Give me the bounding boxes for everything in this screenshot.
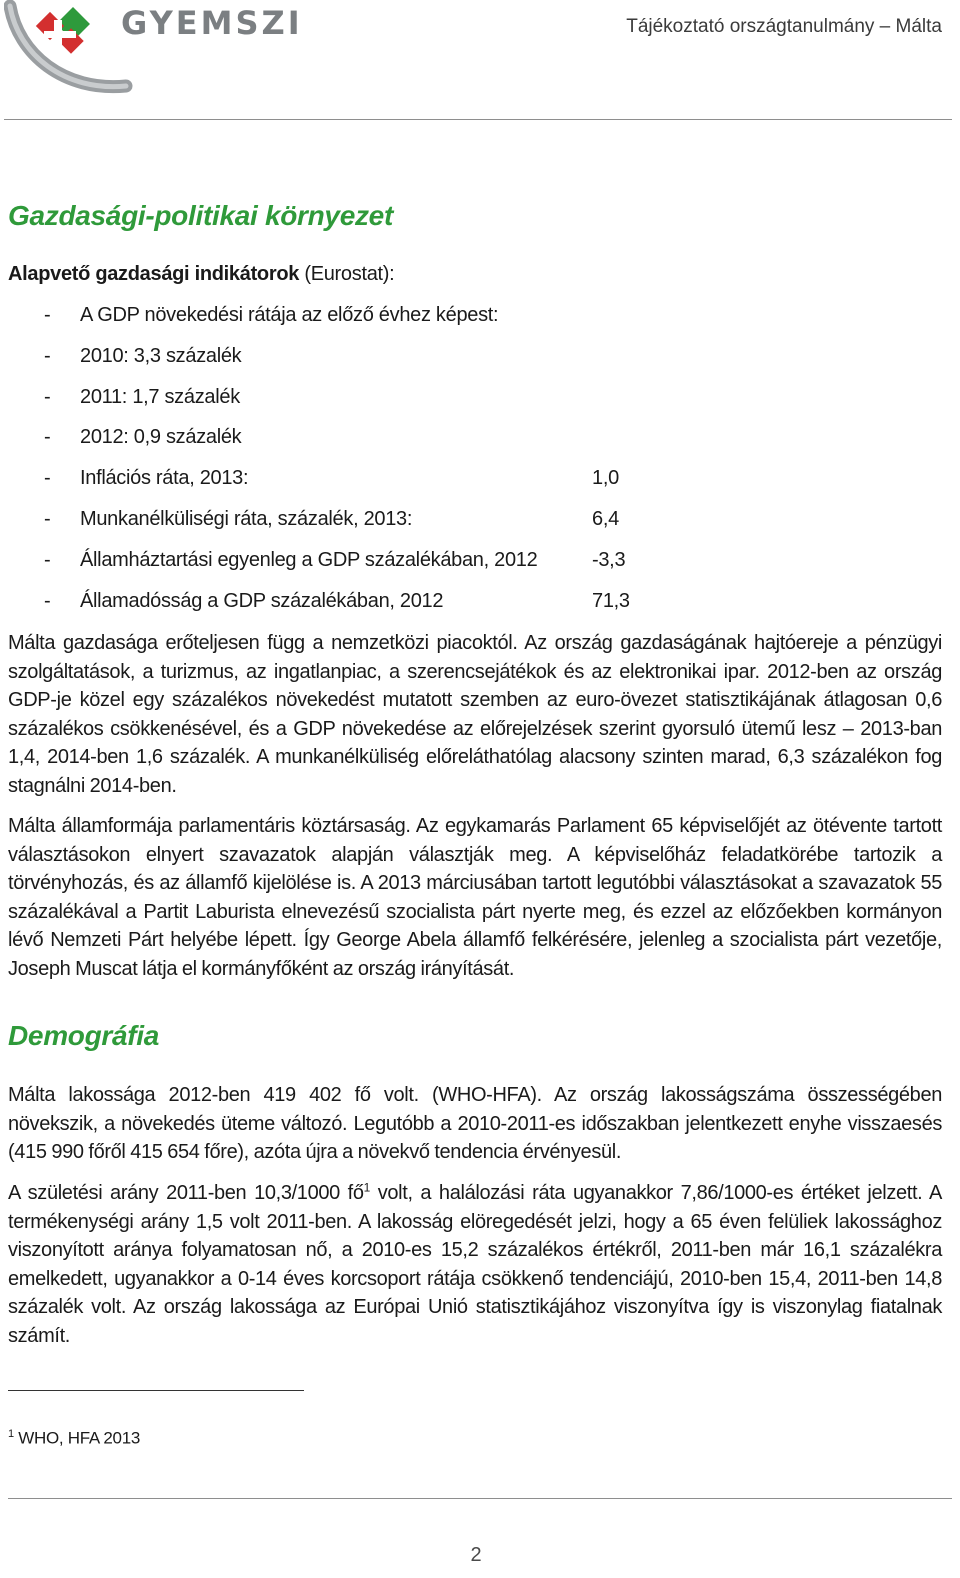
header-divider (4, 119, 952, 120)
list-item (8, 384, 708, 425)
indicator-label: Inflációs ráta, 2013: (80, 467, 249, 490)
indicator-value: 6,4 (592, 507, 619, 530)
indicator-label: 2010: 3,3 százalék (80, 344, 242, 367)
population-paragraph: Málta lakossága 2012-ben 419 402 fő volt. (WHO-HFA). Az ország lakosságszáma összességében növekszik, a növekedés üteme változó. Legutóbb a 2010-2011-es időszakban jelentkezett enyhe visszaesés (415 990 főről 415 654 főre), azóta újra a növekvő tendencia érvényesül. (8, 1084, 942, 1164)
list-item (8, 424, 708, 465)
logo-wordmark: GYEMSZI (121, 4, 303, 42)
running-header-title: Tájékoztató országtanulmány – Málta (626, 16, 942, 37)
indicator-label: Államadósság a GDP százalékában, 2012 (80, 589, 444, 612)
footnote-text: WHO, HFA 2013 (13, 1428, 141, 1448)
indicator-label: A GDP növekedési rátája az előző évhez képest: (80, 304, 499, 326)
indicator-label: Munkanélküliségi ráta, százalék, 2013: (80, 507, 413, 530)
list-item (8, 465, 708, 506)
list-item (8, 547, 708, 588)
list-dash: - (44, 304, 51, 326)
indicator-value: 1,0 (592, 467, 619, 490)
footer-divider (8, 1498, 952, 1499)
indicator-label: 2012: 0,9 százalék (80, 426, 242, 449)
footnote-marker: 1 (8, 1428, 14, 1440)
footnote-reference[interactable]: 1 (363, 1180, 370, 1195)
list-item (8, 343, 708, 384)
birth-rate-paragraph (8, 1179, 942, 1351)
indicators-lead-bold: Alapvető gazdasági indikátorok (8, 263, 300, 285)
footnote-divider (8, 1390, 304, 1391)
section-title-demography: Demográfia (8, 1020, 160, 1051)
list-dash: - (44, 426, 51, 449)
birth-rate-text-start: A születési arány 2011-ben 10,3/1000 fő (8, 1182, 364, 1204)
section-title-economy: Gazdasági-politikai környezet (8, 200, 393, 231)
list-item (8, 506, 708, 547)
list-dash: - (44, 589, 51, 612)
logo-mark-icon (4, 0, 134, 100)
indicator-label: Államháztartási egyenleg a GDP százalékában, 2012 (80, 548, 538, 571)
footnote (8, 1428, 140, 1449)
page-number: 2 (470, 1544, 482, 1566)
birth-rate-text-rest: volt, a halálozási ráta ugyanakkor 7,86/1000-es értéket jelzett. A termékenységi arány 1,5 volt 2011-ben. A lakosság elöregedését jelzi, hogy a 65 éven felüliek lakossághoz viszonyított aránya folyamatosan nő, a 2010-es 15,2 százalékos értékről, 2011-ben már 16,1 százalékra emelkedett, ugyanakkor a 0-14 éves korcsoport rátája csökkenő tendenciájú, 2010-ben 15,4, 2011-ben 14,8 százalék volt. Az ország lakossága az Európai Unió statisztikájához viszonyítva így is viszonylag fiatalnak számít. (8, 1182, 942, 1347)
indicators-lead (8, 263, 394, 286)
economy-paragraph: Málta gazdasága erőteljesen függ a nemzetközi piacoktól. Az ország gazdaságának hajtóereje a pénzügyi szolgáltatások, a turizmus, az ingatlanpiac, a szerencsejátékok és az elektronikai ipar. 2012-ben az ország GDP-je közel egy százalékos növekedést mutatott szemben az euro-övezet statisztikájának átlagosan 0,6 százalékos csökkenésével, és a GDP növekedése az előrejelzések szerint gyorsuló ütemű lesz – 2013-ban 1,4, 2014-ben 1,6 százalék. A munkanélküliség előreláthatólag alacsony szinten marad, 6,3 százalékon fog stagnálni 2014-ben. (8, 632, 942, 797)
indicator-list (8, 302, 708, 628)
gyemszi-logo (4, 0, 304, 100)
indicators-lead-source: (Eurostat): (299, 263, 395, 285)
government-paragraph: Málta államformája parlamentáris köztársaság. Az egykamarás Parlament 65 képviselőjét az ötévente tartott választásokon elnyert szavazatok alapján választják meg. A képviselőház feladatkörébe tartozik a törvényhozás, és az államfő kijelölése is. A 2013 márciusában tartott legutóbbi választásokat a szavazatok 55 százalékával a Partit Laburista elnevezésű szocialista párt nyerte meg, és ezzel az előzőekben kormányon lévő Nemzeti Párt helyébe lépett. Így George Abela államfő felkérésére, jelenleg a szocialista párt vezetője, Joseph Muscat látja el kormányfőként az ország irányítását. (8, 815, 942, 980)
list-dash: - (44, 548, 51, 571)
indicator-value: -3,3 (592, 548, 626, 571)
indicator-label: 2011: 1,7 százalék (80, 385, 240, 408)
list-dash: - (44, 385, 51, 408)
indicator-value: 71,3 (592, 589, 630, 612)
list-dash: - (44, 507, 51, 530)
list-dash: - (44, 344, 51, 367)
list-dash: - (44, 467, 51, 490)
list-item (8, 588, 708, 629)
list-item (8, 302, 708, 343)
page-header (0, 0, 960, 120)
